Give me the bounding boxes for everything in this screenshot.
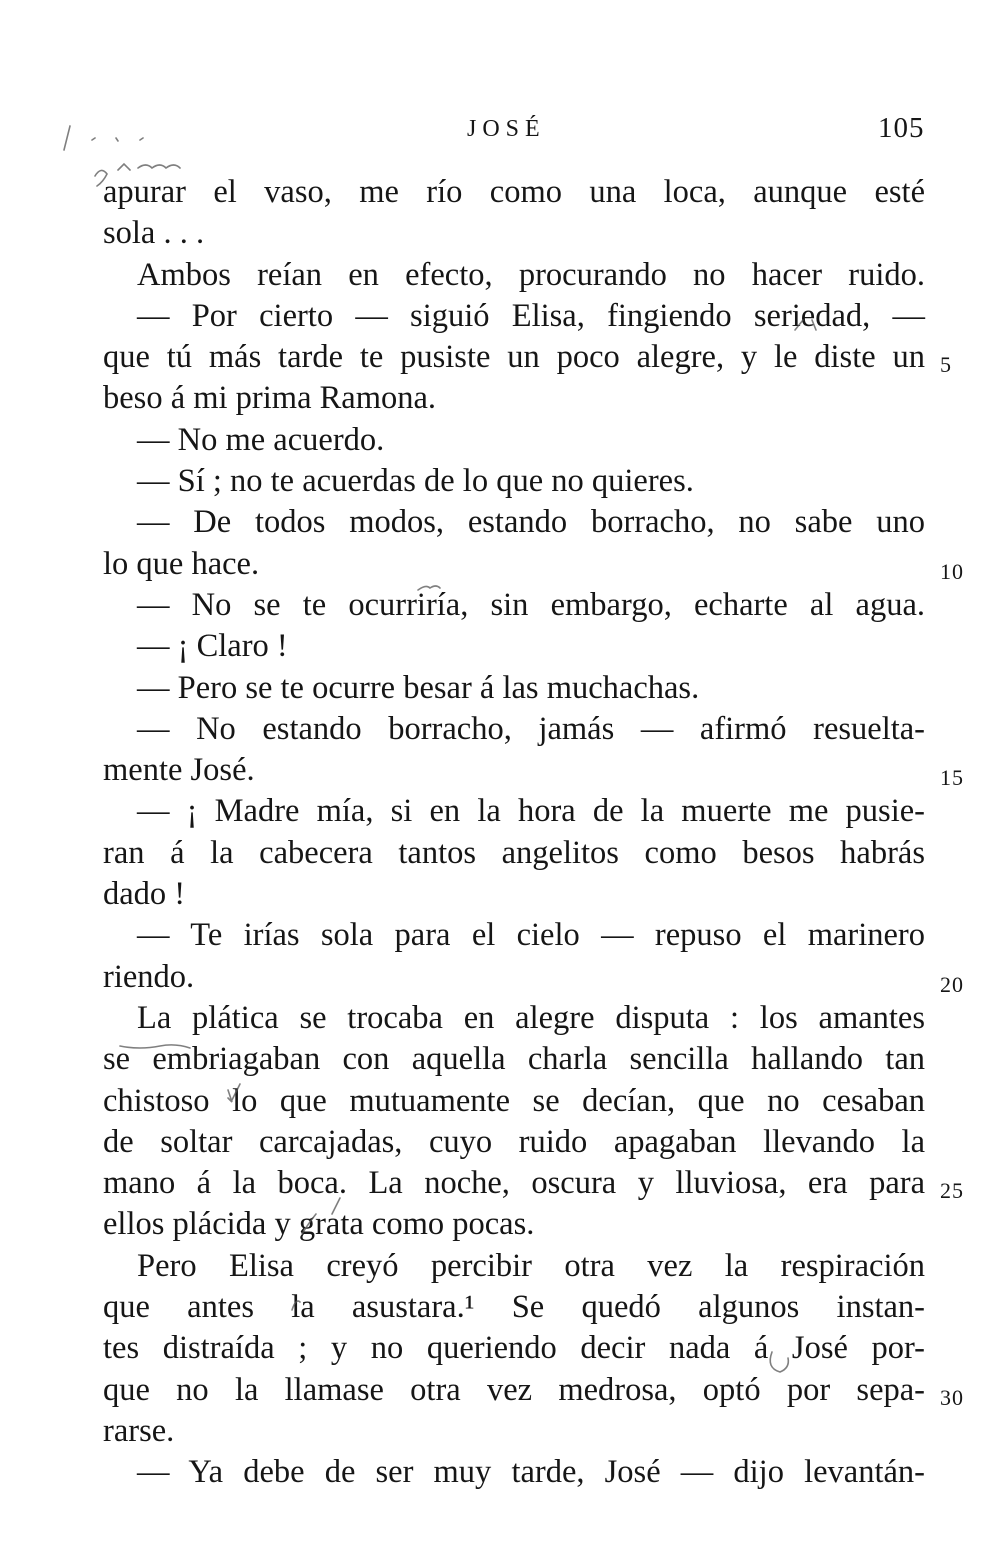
line-number: 30 — [940, 1385, 964, 1410]
text-line: — Te irías sola para el cielo — repuso el marinero — [137, 917, 925, 954]
text-line: que no la llamase otra vez medrosa, optó por sepa- — [103, 1371, 925, 1408]
text-line: de soltar carcajadas, cuyo ruido apagaban llevando la — [103, 1123, 925, 1160]
text-line: se embriagaban con aquella charla sencilla hallando tan — [103, 1041, 925, 1078]
text-line: que antes la asustara.¹ Se quedó algunos instan- — [103, 1289, 925, 1326]
text-line: — De todos modos, estando borracho, no sabe uno — [137, 504, 925, 541]
line-number: 20 — [940, 972, 964, 997]
text-line: lo que hace. — [103, 545, 260, 582]
line-number: 5 — [940, 352, 952, 377]
text-line: — No se te ocurriría, sin embargo, echarte al agua. — [137, 586, 925, 623]
text-line: mano á la boca. La noche, oscura y lluviosa, era para — [103, 1165, 925, 1202]
text-line: sola . . . — [103, 215, 205, 252]
text-line: chistoso lo que mutuamente se decían, que no cesaban — [103, 1082, 925, 1119]
text-line: tes distraída ; y no queriendo decir nada á José por- — [103, 1330, 925, 1367]
text-line: beso á mi prima Ramona. — [103, 380, 437, 417]
page-header — [0, 112, 1000, 152]
text-line: La plática se trocaba en alegre disputa : los amantes — [137, 999, 925, 1036]
text-line: mente José. — [103, 752, 255, 789]
text-line: — Sí ; no te acuerdas de lo que no quieres. — [137, 463, 694, 500]
text-line: que tú más tarde te pusiste un poco alegre, y le diste un — [103, 339, 925, 376]
text-line: ellos plácida y grata como pocas. — [103, 1206, 535, 1243]
text-line: riendo. — [103, 958, 195, 995]
text-line: — ¡ Claro ! — [137, 628, 288, 665]
line-number: 10 — [940, 559, 964, 584]
line-number: 15 — [940, 765, 964, 790]
text-line: Pero Elisa creyó percibir otra vez la respiración — [137, 1247, 925, 1284]
text-line: — Ya debe de ser muy tarde, José — dijo levantán- — [137, 1454, 925, 1491]
text-line: — Pero se te ocurre besar á las muchachas. — [137, 669, 700, 706]
text-line: rarse. — [103, 1412, 175, 1449]
running-title: JOSÉ — [467, 116, 546, 142]
body-text — [103, 172, 925, 1494]
text-line: ran á la cabecera tantos angelitos como besos habrás — [103, 834, 925, 871]
text-line: — No estando borracho, jamás — afirmó resuelta- — [137, 710, 925, 747]
text-line: apurar el vaso, me río como una loca, aunque esté — [103, 174, 925, 210]
page-number: 105 — [878, 112, 925, 144]
text-line: Ambos reían en efecto, procurando no hacer ruido. — [137, 256, 925, 293]
text-line: — No me acuerdo. — [137, 421, 385, 458]
line-number: 25 — [940, 1178, 964, 1203]
text-line: — ¡ Madre mía, si en la hora de la muerte me pusie- — [137, 793, 925, 830]
text-line: dado ! — [103, 876, 186, 913]
text-line: — Por cierto — siguió Elisa, fingiendo seriedad, — — [137, 297, 925, 334]
